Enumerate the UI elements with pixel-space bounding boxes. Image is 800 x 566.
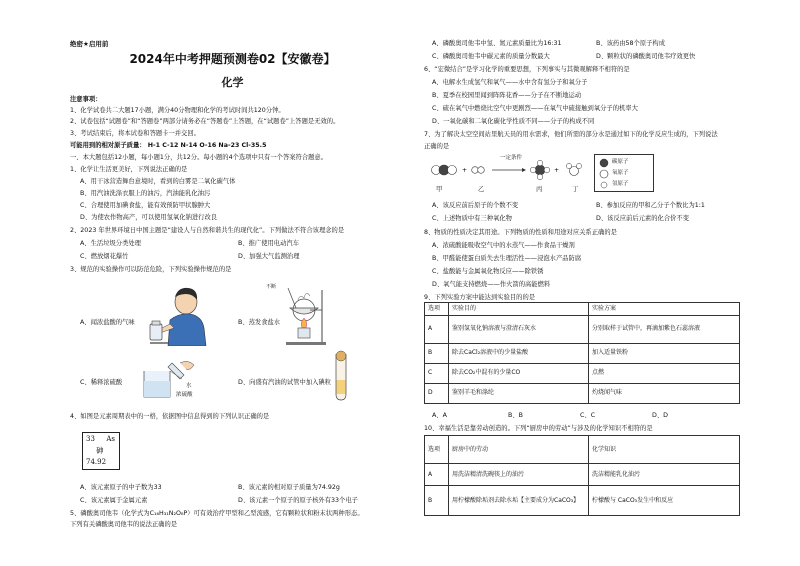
table-header: 选项 xyxy=(425,303,449,316)
q6-option-c[interactable]: C、硫在氧气中燃烧比空气中更剧烈——在氧气中硫接触到氧分子的机率大 xyxy=(432,105,638,112)
table-header: 厨房中的劳动 xyxy=(449,436,589,464)
q2-option-a[interactable]: A、生活垃圾分类处理 xyxy=(80,240,141,247)
label-ding: 丁 xyxy=(572,186,579,193)
secret-label: 绝密★启用前 xyxy=(70,40,109,48)
q9-answer-a[interactable]: A、A xyxy=(432,412,447,419)
table-cell: 用洗洁精清洗碗筷上的油污 xyxy=(449,464,589,486)
q5-option-a[interactable]: A、磷酸奥司他韦中氢、氮元素质量比为16:31 xyxy=(432,40,562,47)
table-header-row xyxy=(425,436,740,464)
legend-hydrogen: 氢原子 xyxy=(612,181,629,187)
q1-option-b[interactable]: B、用汽油洗涤衣服上的油污，汽油能乳化油污 xyxy=(80,190,211,197)
q3-option-a[interactable]: A、闻浓盐酸的气味 xyxy=(80,319,135,326)
q4-option-a[interactable]: A、该元素原子的中子数为33 xyxy=(80,484,162,491)
q8-stem: 8、物质的性质决定其用途。下列物质的性质和用途对应关系正确的是 xyxy=(424,229,617,236)
table-cell: D xyxy=(425,383,449,403)
evaporation-illustration xyxy=(282,286,326,348)
element-tile xyxy=(82,432,120,470)
water-label: 水 xyxy=(186,383,192,389)
q9-answer-c[interactable]: C、C xyxy=(580,412,596,419)
table-row xyxy=(425,363,740,383)
q9-stem: 9、下列实验方案中能达到实验目的的是 xyxy=(424,294,536,301)
label-yi: 乙 xyxy=(478,186,485,193)
table-cell: 分别取样于试管中，再滴加紫色石蕊溶液 xyxy=(589,315,740,343)
table-header-row xyxy=(425,303,740,316)
reaction-condition: 一定条件 xyxy=(500,155,523,161)
q3-stem: 3、规范的实验操作可以防范危险，下列实验操作规范的是 xyxy=(70,266,232,273)
q7-option-b[interactable]: B、参加反应的甲和乙分子个数比为1:1 xyxy=(596,202,705,209)
subject-title: 化学 xyxy=(221,76,244,89)
note-item: 3、考试结束后，将本试卷和答题卡一并交回。 xyxy=(70,130,200,137)
table-row xyxy=(425,315,740,343)
section-heading: 一、本大题包括12小题，每小题1分，共12分。每小题的4个选项中只有一个答案符合题意。 xyxy=(70,154,328,161)
atomic-mass-values: H-1 C-12 N-14 O-16 Na-23 Cl-35.5 xyxy=(147,142,267,149)
q4-stem: 4、如图是元素周期表中的一格，依据图中信息得到的下列认识正确的是 xyxy=(70,413,270,420)
q3-option-c[interactable]: C、稀释浓硫酸 xyxy=(80,379,123,386)
element-name: 砷 xyxy=(96,446,104,455)
q1-option-d[interactable]: D、为使农作物高产，可以使用氢氧化钠进行改良 xyxy=(80,214,218,221)
stir-label: 不断 xyxy=(266,284,277,290)
table-cell: 点燃 xyxy=(589,363,740,383)
test-tube-illustration xyxy=(328,350,354,402)
q4-option-d[interactable]: D、该元素一个原子的原子核外有33个电子 xyxy=(238,497,358,504)
q8-option-b[interactable]: B、甲醛能使蛋白质失去生理活性——浸泡水产品防腐 xyxy=(432,255,582,262)
table-cell: 用柠檬酸除垢剂去除水垢【主要成分为CaCO₃】 xyxy=(449,486,589,516)
acid-label: 浓硫酸 xyxy=(176,392,193,398)
table-row xyxy=(425,486,740,516)
q5-option-c[interactable]: C、磷酸奥司他韦中碳元素的质量分数最大 xyxy=(432,53,550,60)
q9-table xyxy=(424,302,740,404)
q6-option-b[interactable]: B、夏季在校园里闻到阵阵花香——分子在不断地运动 xyxy=(432,92,582,99)
page-title: 2024年中考押题预测卷02【安徽卷】 xyxy=(129,52,336,66)
atomic-number: 33 xyxy=(86,435,95,443)
svg-text:+: + xyxy=(462,167,468,174)
q8-option-a[interactable]: A、浓硫酸能吸收空气中的水蒸气——作食品干燥剂 xyxy=(432,242,575,249)
table-header: 实验目的 xyxy=(449,303,589,316)
atomic-mass-label: 可能用到的相对原子质量： xyxy=(70,142,146,149)
q3-option-d[interactable]: D、向盛有汽油的试管中加入碘粒 xyxy=(238,379,332,386)
label-jia: 甲 xyxy=(436,186,443,193)
table-header: 化学知识 xyxy=(589,436,740,464)
legend-swatches xyxy=(598,157,610,191)
note-item: 1、化学试卷共二大题17小题，满分40分物理和化学的考试时间共120分钟。 xyxy=(70,107,285,114)
q4-option-b[interactable]: B、该元素的相对原子质量为74.92g xyxy=(238,484,340,491)
table-cell: 加入适量铁粉 xyxy=(589,343,740,363)
element-symbol: As xyxy=(106,435,115,443)
q7-option-a[interactable]: A、该反应前后原子的个数不变 xyxy=(432,202,519,209)
table-cell: B xyxy=(425,486,449,516)
legend-carbon: 碳原子 xyxy=(612,159,629,165)
q2-option-c[interactable]: C、燃放烟花爆竹 xyxy=(80,253,129,260)
q10-stem: 10、幸福生活是靠劳动创造的。下列“厨房中的劳动”与涉及的化学知识不相符的是 xyxy=(424,425,653,432)
q2-option-d[interactable]: D、加强大气监测治理 xyxy=(238,253,300,260)
atom-legend xyxy=(594,154,654,192)
q7-option-d[interactable]: D、该反应前后元素的化合价不变 xyxy=(596,215,690,222)
q2-stem: 2、2023 年世界环境日中国主题是“建设人与自然和谐共生的现代化”。下列做法不符合该理念的是 xyxy=(70,227,345,234)
legend-oxygen: 氧原子 xyxy=(612,170,629,176)
q5-stem-cont: 下列有关磷酸奥司他韦的说法正确的是 xyxy=(70,521,178,528)
q6-stem: 6、“宏微结合”是学习化学的重要思想，下列事实与其微观解释不相符的是 xyxy=(424,66,630,73)
table-cell: 柠檬酸与 CaCO₃发生中和反应 xyxy=(589,486,740,516)
atomic-mass-line xyxy=(70,142,266,150)
table-cell: A xyxy=(425,315,449,343)
q5-option-b[interactable]: B、该药由58个原子构成 xyxy=(596,40,666,47)
table-cell: 灼烧闻气味 xyxy=(589,383,740,403)
q1-option-c[interactable]: C、合理使用加碘食盐，能有效预防甲状腺肿大 xyxy=(80,202,211,209)
q9-answer-d[interactable]: D、D xyxy=(652,412,668,419)
table-cell: 鉴别氢氧化钠溶液与澄清石灰水 xyxy=(449,315,589,343)
table-header: 选项 xyxy=(425,436,449,464)
svg-text:+: + xyxy=(554,167,560,174)
table-cell: 洗洁精能乳化油污 xyxy=(589,464,740,486)
q3-option-b[interactable]: B、蒸发食盐水 xyxy=(238,319,281,326)
q1-stem: 1、化学让生活更美好，下列说法正确的是 xyxy=(70,166,188,173)
q8-option-c[interactable]: C、盐酸能与金属氧化物反应——除铁锈 xyxy=(432,268,544,275)
smell-acid-illustration xyxy=(148,284,208,346)
q5-stem: 5、磷酸奥司他韦（化学式为C₁₆H₃₁N₂O₈P）可有效治疗甲型和乙型流感，它有颗粒状和粉末状两种形态。 xyxy=(70,510,364,517)
q7-option-c[interactable]: C、上述物质中有三种氧化物 xyxy=(432,215,512,222)
q7-stem: 7、为了解决太空空间站里航天员的用水需求，他们所需的部分水是通过如下的化学反应生成的，下列说法 xyxy=(424,131,718,138)
label-bing: 丙 xyxy=(536,186,543,193)
table-row xyxy=(425,343,740,363)
q1-option-a[interactable]: A、用干冰营造舞台意境时，看到的白雾是二氧化碳气体 xyxy=(80,178,236,185)
q4-option-c[interactable]: C、该元素属于金属元素 xyxy=(80,497,148,504)
notes-heading: 注意事项： xyxy=(70,96,102,103)
q7-stem-cont: 正确的是 xyxy=(424,143,450,150)
table-row xyxy=(425,464,740,486)
q10-table xyxy=(424,435,740,516)
atomic-mass: 74.92 xyxy=(86,458,107,466)
q8-option-d[interactable]: D、氧气能支持燃烧——作火箭的高能燃料 xyxy=(432,281,551,288)
q2-option-b[interactable]: B、推广使用电动汽车 xyxy=(238,240,299,247)
q9-answer-b[interactable]: B、B xyxy=(508,412,523,419)
table-cell: 除去CaCl₂溶液中的少量盐酸 xyxy=(449,343,589,363)
q6-option-d[interactable]: D、一氧化碳和二氧化碳化学性质不同——分子的构成不同 xyxy=(432,118,595,125)
note-item: 2、试卷包括“试题卷”和“答题卷”两部分请务必在“答题卷”上答题，在“试题卷”上答题是无效的。 xyxy=(70,118,340,125)
table-cell: 除去CO₂中混有的少量CO xyxy=(449,363,589,383)
q5-option-d[interactable]: D、颗粒状的磷酸奥司他韦疗效更快 xyxy=(596,53,696,60)
q6-option-a[interactable]: A、电解水生成氢气和氧气——水中含有氢分子和氧分子 xyxy=(432,79,588,86)
table-row xyxy=(425,383,740,403)
table-cell: 鉴别羊毛和涤纶 xyxy=(449,383,589,403)
table-header: 实验方案 xyxy=(589,303,740,316)
table-cell: B xyxy=(425,343,449,363)
table-cell: A xyxy=(425,464,449,486)
table-cell: C xyxy=(425,363,449,383)
